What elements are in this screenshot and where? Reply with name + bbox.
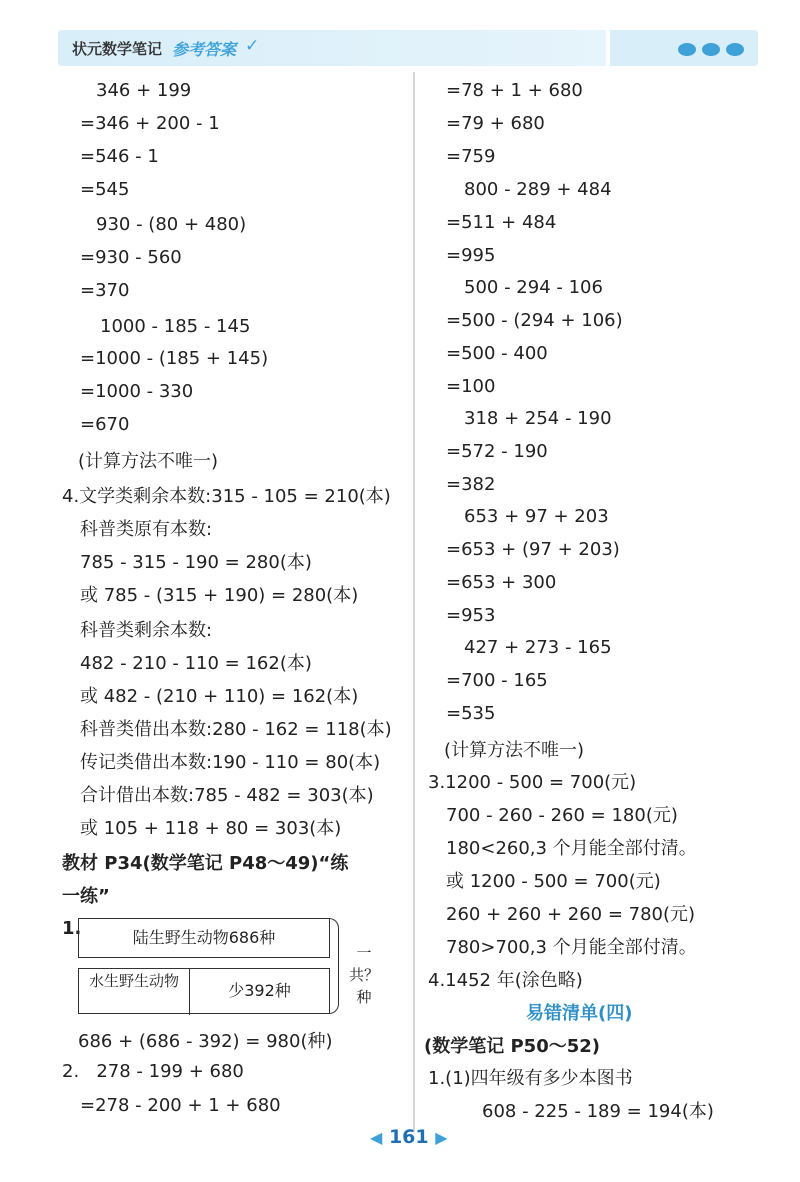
decorative-dots [678, 41, 750, 60]
page-number-value: 161 [388, 1126, 429, 1148]
answer-line: 或 785 - (315 + 190) = 280(本) [80, 585, 359, 606]
page-header [58, 30, 758, 66]
note-line: (计算方法不唯一) [78, 451, 219, 472]
equation-line: =78 + 1 + 680 [446, 80, 583, 101]
answer-line: 482 - 210 - 110 = 162(本) [80, 653, 312, 674]
equation-line: 930 - (80 + 480) [96, 214, 247, 235]
answer-line: 4.1452 年(涂色略) [428, 970, 583, 991]
answer-line: 4.文学类剩余本数:315 - 105 = 210(本) [62, 486, 391, 507]
equation-line: =79 + 680 [446, 113, 545, 134]
equation-line: =346 + 200 - 1 [80, 113, 220, 134]
page-number [370, 1126, 448, 1148]
arrow-left-icon: ◀ [370, 1128, 383, 1147]
header-subtitle: 参考答案 [172, 40, 237, 59]
answer-line: 合计借出本数:785 - 482 = 303(本) [80, 785, 374, 806]
equation-line: =500 - 400 [446, 343, 548, 364]
equation-line: 653 + 97 + 203 [464, 506, 609, 527]
brace-icon [328, 918, 339, 1014]
answer-line: 608 - 225 - 189 = 194(本) [482, 1101, 714, 1122]
equation-line: =670 [80, 414, 130, 435]
answer-line: 或 1200 - 500 = 700(元) [446, 871, 661, 892]
dot-icon [702, 43, 720, 56]
answer-line: 785 - 315 - 190 = 280(本) [80, 552, 312, 573]
answer-line: 科普类借出本数:280 - 162 = 118(本) [80, 719, 392, 740]
section-title: 易错清单(四) [526, 1003, 633, 1024]
equation-line: =500 - (294 + 106) [446, 310, 623, 331]
answer-line: 或 105 + 118 + 80 = 303(本) [80, 818, 342, 839]
dot-icon [726, 43, 744, 56]
section-heading: 教材 P34(数学笔记 P48～49)“练 [62, 853, 349, 874]
diagram-water-label: 水生野生动物 [79, 969, 190, 1015]
equation-line: =370 [80, 280, 130, 301]
diagram-diff-label: 少392种 [228, 981, 291, 1000]
diagram-total-label: 一共？种 [348, 944, 379, 1006]
equation-line: 346 + 199 [96, 80, 192, 101]
equation-line: =759 [446, 146, 496, 167]
answer-line: 780>700,3 个月能全部付清。 [446, 937, 697, 958]
header-title: 状元数学笔记 [72, 40, 163, 58]
equation-line: =1000 - (185 + 145) [80, 348, 269, 369]
answer-line: 3.1200 - 500 = 700(元) [428, 772, 637, 793]
note-line: (计算方法不唯一) [444, 740, 585, 761]
answer-line: 科普类剩余本数: [80, 620, 213, 641]
equation-line: =535 [446, 703, 496, 724]
section-heading-cont: 一练” [62, 886, 110, 907]
equation-line: =382 [446, 474, 496, 495]
arrow-right-icon: ▶ [435, 1128, 448, 1147]
answer-line: 传记类借出本数:190 - 110 = 80(本) [80, 752, 381, 773]
answer-line: 或 482 - (210 + 110) = 162(本) [80, 686, 359, 707]
equation-line: =100 [446, 376, 496, 397]
equation-line: =511 + 484 [446, 212, 557, 233]
equation-line: =572 - 190 [446, 441, 548, 462]
equation-line: 2. 278 - 199 + 680 [62, 1061, 244, 1082]
section-reference: (数学笔记 P50～52) [424, 1036, 601, 1057]
equation-line: =995 [446, 245, 496, 266]
equation-line: 1000 - 185 - 145 [100, 316, 251, 337]
equation-line: =653 + (97 + 203) [446, 539, 620, 560]
answer-line: 700 - 260 - 260 = 180(元) [446, 805, 678, 826]
equation-line: 800 - 289 + 484 [464, 179, 612, 200]
line-diagram [76, 914, 386, 1024]
problem-number: 1. [62, 918, 82, 939]
dot-icon [678, 43, 696, 56]
equation-line: =700 - 165 [446, 670, 548, 691]
diagram-box-water [78, 968, 330, 1014]
answer-line: 686 + (686 - 392) = 980(种) [78, 1031, 333, 1052]
equation-line: =930 - 560 [80, 247, 182, 268]
equation-line: 318 + 254 - 190 [464, 408, 612, 429]
answer-line: 260 + 260 + 260 = 780(元) [446, 904, 696, 925]
equation-line: =1000 - 330 [80, 381, 194, 402]
diagram-box-land: 陆生野生动物686种 [78, 918, 330, 958]
equation-line: 427 + 273 - 165 [464, 637, 612, 658]
equation-line: 500 - 294 - 106 [464, 277, 603, 298]
check-icon: ✓ [245, 36, 260, 56]
equation-line: =653 + 300 [446, 572, 557, 593]
equation-line: =546 - 1 [80, 146, 159, 167]
answer-line: 科普类原有本数: [80, 519, 213, 540]
column-divider [413, 72, 415, 1132]
equation-line: =545 [80, 179, 130, 200]
answer-line: 180<260,3 个月能全部付清。 [446, 838, 697, 859]
equation-line: =953 [446, 605, 496, 626]
question-line: 1.(1)四年级有多少本图书 [428, 1068, 633, 1089]
equation-line: =278 - 200 + 1 + 680 [80, 1095, 281, 1116]
